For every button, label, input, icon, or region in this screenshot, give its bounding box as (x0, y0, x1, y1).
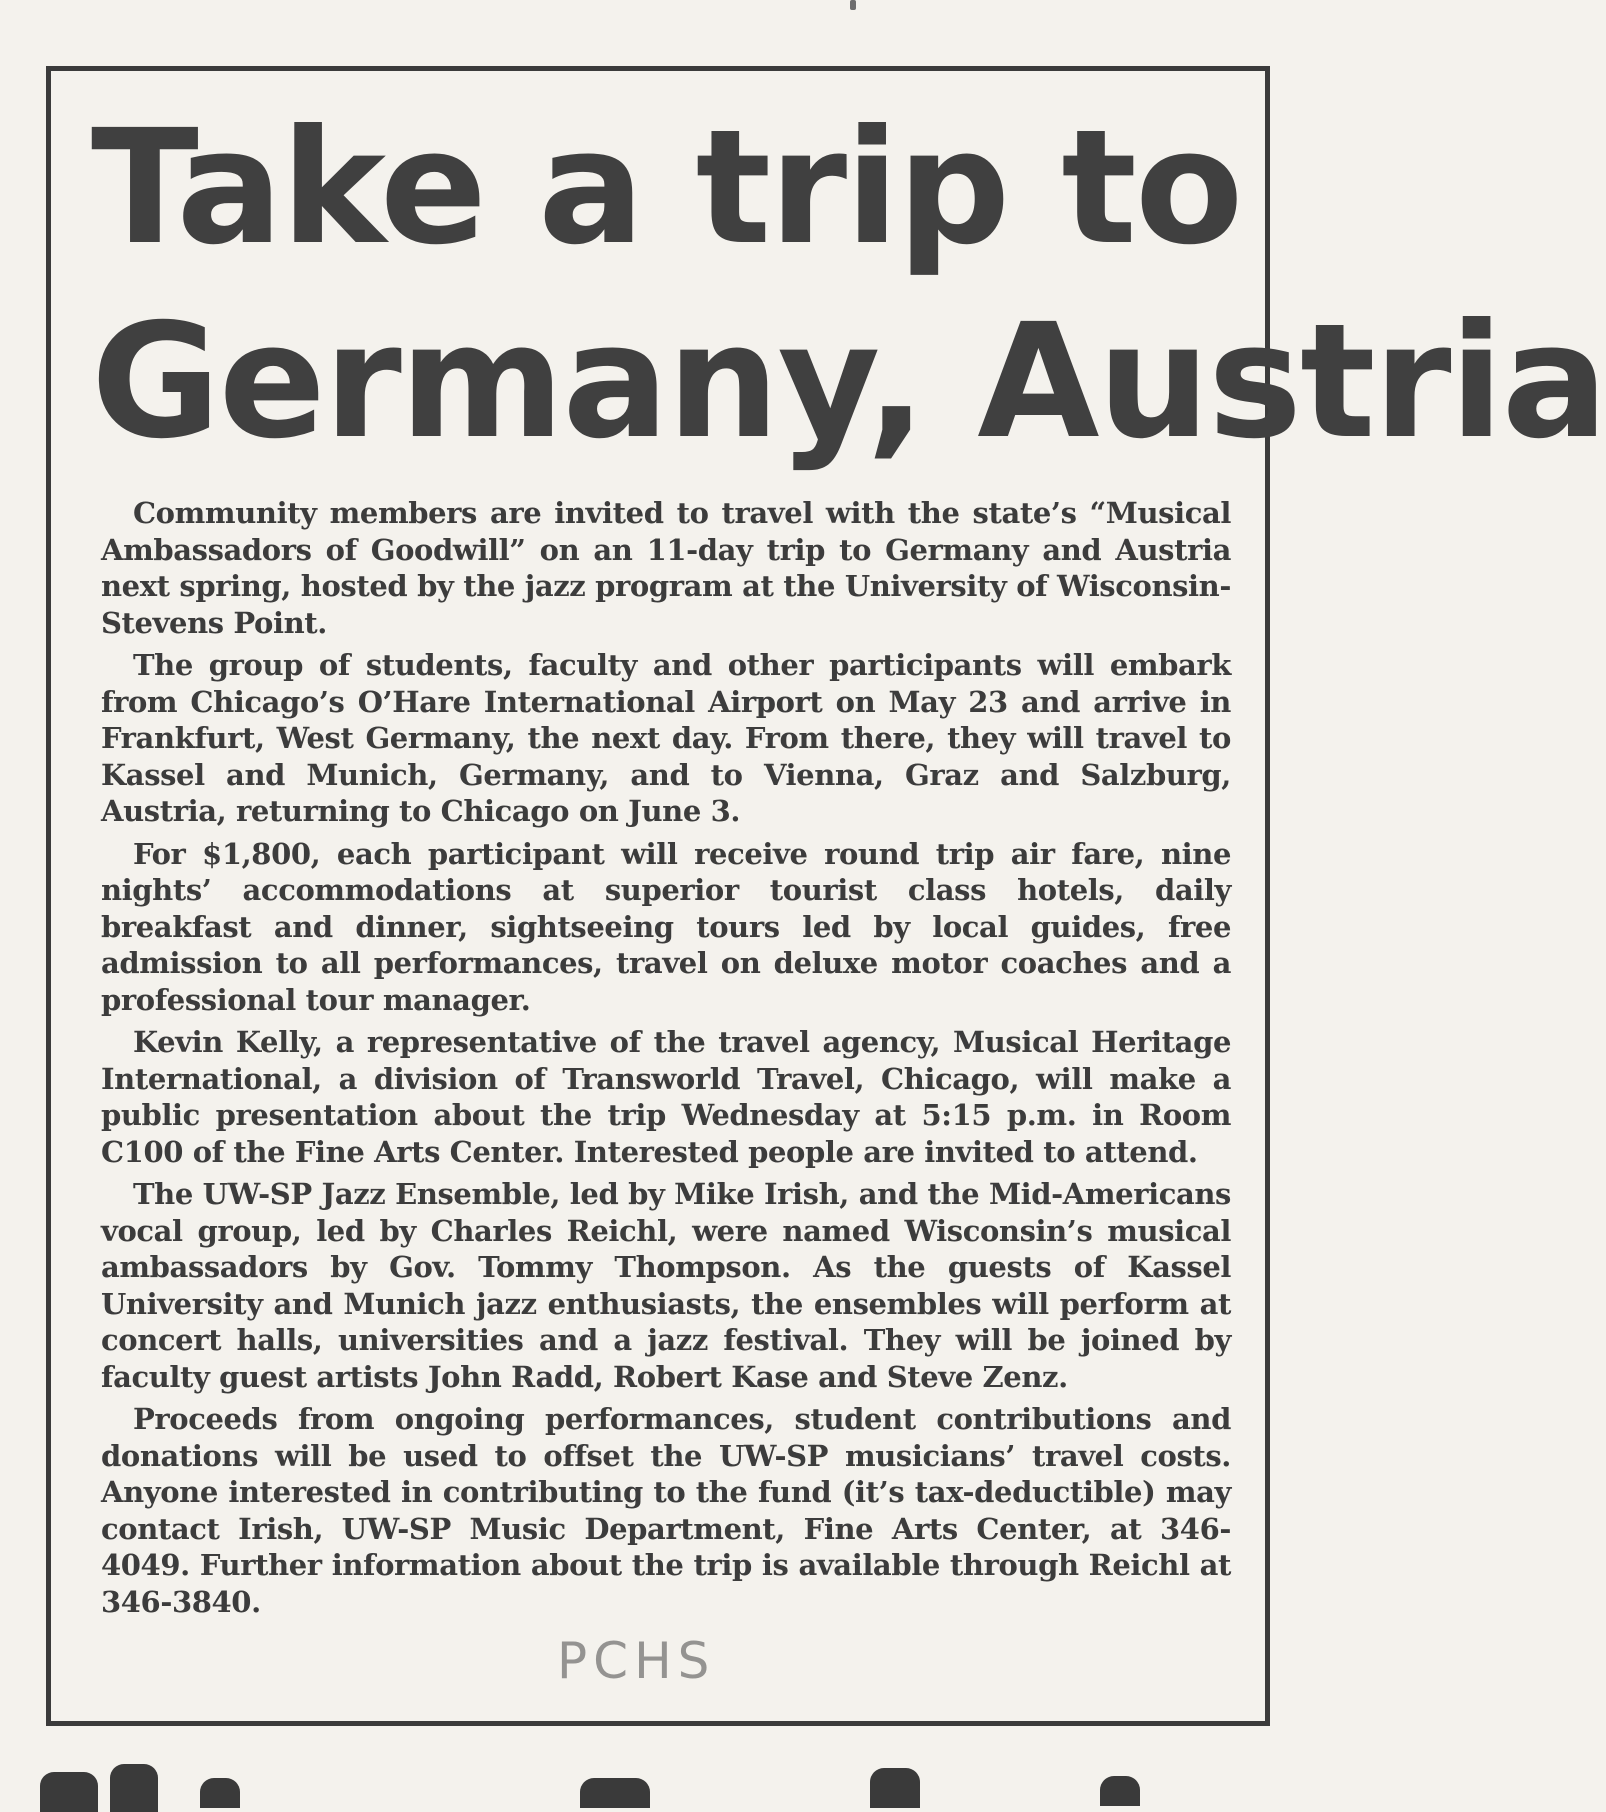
next-article-headline-fragment (40, 1764, 1240, 1804)
article-body (101, 495, 1231, 1626)
watermark: PCHS (557, 1632, 716, 1690)
paragraph-proceeds: Proceeds from ongoing performances, student contributions and donations will be used to offset the UW-SP musicians’ travel costs. Anyone interested in contributing to the fund (it’s tax-deductible) may contact Irish, UW-SP Music Department, Fine Arts Center, at 346-4049. Further information about the trip is available through Reichl at 346-3840. (101, 1402, 1231, 1619)
article-box (46, 66, 1606, 1726)
paragraph-cost: For $1,800, each participant will receive round trip air fare, nine nights’ accommodations at superior tourist class hotels, daily breakfast and dinner, sightseeing tours led by local guides, free admission to all performances, travel on deluxe motor coaches and a professional tour manager. (101, 836, 1231, 1017)
paragraph-itinerary: The group of students, faculty and other participants will embark from Chicago’s O’Hare International Airport on May 23 and arrive in Frankfurt, West Germany, the next day. From there, they will travel to Kassel and Munich, Germany, and to Vienna, Graz and Salzburg, Austria, returning to Chicago on June 3. (101, 648, 1231, 828)
headline-line-1: Take a trip to (91, 96, 1242, 280)
headline (91, 91, 1606, 479)
paragraph-ensembles: The UW-SP Jazz Ensemble, led by Mike Irish, and the Mid-Americans vocal group, led by Charles Reichl, were named Wisconsin’s musical ambassadors by Gov. Tommy Thompson. As the guests of Kassel University and Munich jazz enthusiasts, the ensembles will perform at concert halls, universities and a jazz festival. They will be joined by faculty guest artists John Radd, Robert Kase and Steve Zenz. (101, 1177, 1231, 1394)
paragraph-presentation: Kevin Kelly, a representative of the travel agency, Musical Heritage International, a division of Transworld Travel, Chicago, will make a public presentation about the trip Wednesday at 5:15 p.m. in Room C100 of the Fine Arts Center. Interested people are invited to attend. (101, 1025, 1231, 1169)
headline-line-2: Germany, Austria (91, 290, 1606, 474)
paragraph-intro: Community members are invited to travel with the state’s “Musical Ambassadors of Goodwill” on an 11-day trip to Germany and Austria next spring, hosted by the jazz program at the University of Wisconsin-Stevens Point. (101, 496, 1231, 640)
print-speck (850, 0, 856, 10)
